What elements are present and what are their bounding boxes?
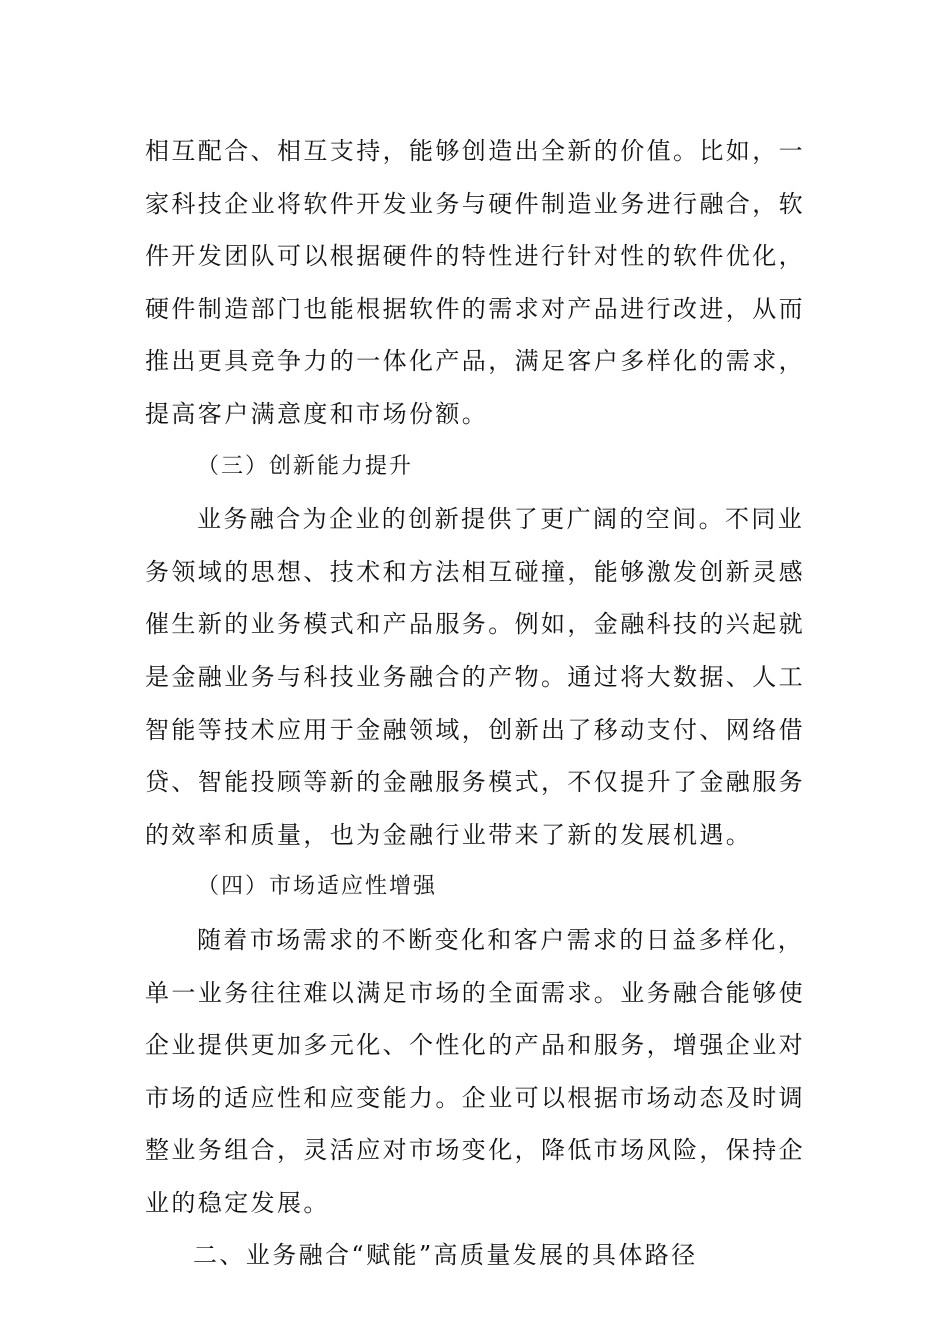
section-subheading: （三）创新能力提升 — [197, 453, 414, 479]
text-line: 家科技企业将软件开发业务与硬件制造业务进行融合，软 — [145, 189, 805, 218]
text-line: 务领域的思想、技术和方法相互碰撞，能够激发创新灵感 — [145, 557, 805, 586]
paragraph-value-creation — [145, 125, 805, 441]
text-line: 催生新的业务模式和产品服务。例如，金融科技的兴起就 — [145, 610, 805, 639]
document-page — [145, 125, 805, 1282]
text-line: 整业务组合，灵活应对市场变化，降低市场风险，保持企 — [145, 1136, 805, 1165]
text-line: 贷、智能投顾等新的金融服务模式，不仅提升了金融服务 — [145, 768, 805, 797]
text-line: 单一业务往往难以满足市场的全面需求。业务融合能够使 — [145, 978, 805, 1007]
text-line: 相互配合、相互支持，能够创造出全新的价值。比如，一 — [145, 137, 805, 165]
text-line: 企业提供更加多元化、个性化的产品和服务，增强企业对 — [145, 1031, 805, 1060]
paragraph-innovation — [145, 493, 805, 861]
text-line: 是金融业务与科技业务融合的产物。通过将大数据、人工 — [145, 662, 805, 691]
text-line: 提高客户满意度和市场份额。 — [145, 399, 489, 428]
text-line: 推出更具竞争力的一体化产品，满足客户多样化的需求， — [145, 347, 805, 376]
text-line: 智能等技术应用于金融领域，创新出了移动支付、网络借 — [145, 715, 805, 744]
section-heading: 二、业务融合“赋能”高质量发展的具体路径 — [193, 1241, 698, 1270]
text-line: 业务融合为企业的创新提供了更广阔的空间。不同业 — [197, 505, 805, 534]
text-line: 的效率和质量，也为金融行业带来了新的发展机遇。 — [145, 820, 753, 849]
text-line: 业的稳定发展。 — [145, 1188, 330, 1217]
section-subheading: （四）市场适应性增强 — [197, 874, 438, 900]
text-line: 件开发团队可以根据硬件的特性进行针对性的软件优化， — [145, 242, 805, 271]
paragraph-market-adaptability — [145, 914, 805, 1230]
text-line: 硬件制造部门也能根据软件的需求对产品进行改进，从而 — [145, 294, 805, 323]
text-line: 市场的适应性和应变能力。企业可以根据市场动态及时调 — [145, 1083, 805, 1112]
text-line: 随着市场需求的不断变化和客户需求的日益多样化， — [197, 925, 805, 954]
